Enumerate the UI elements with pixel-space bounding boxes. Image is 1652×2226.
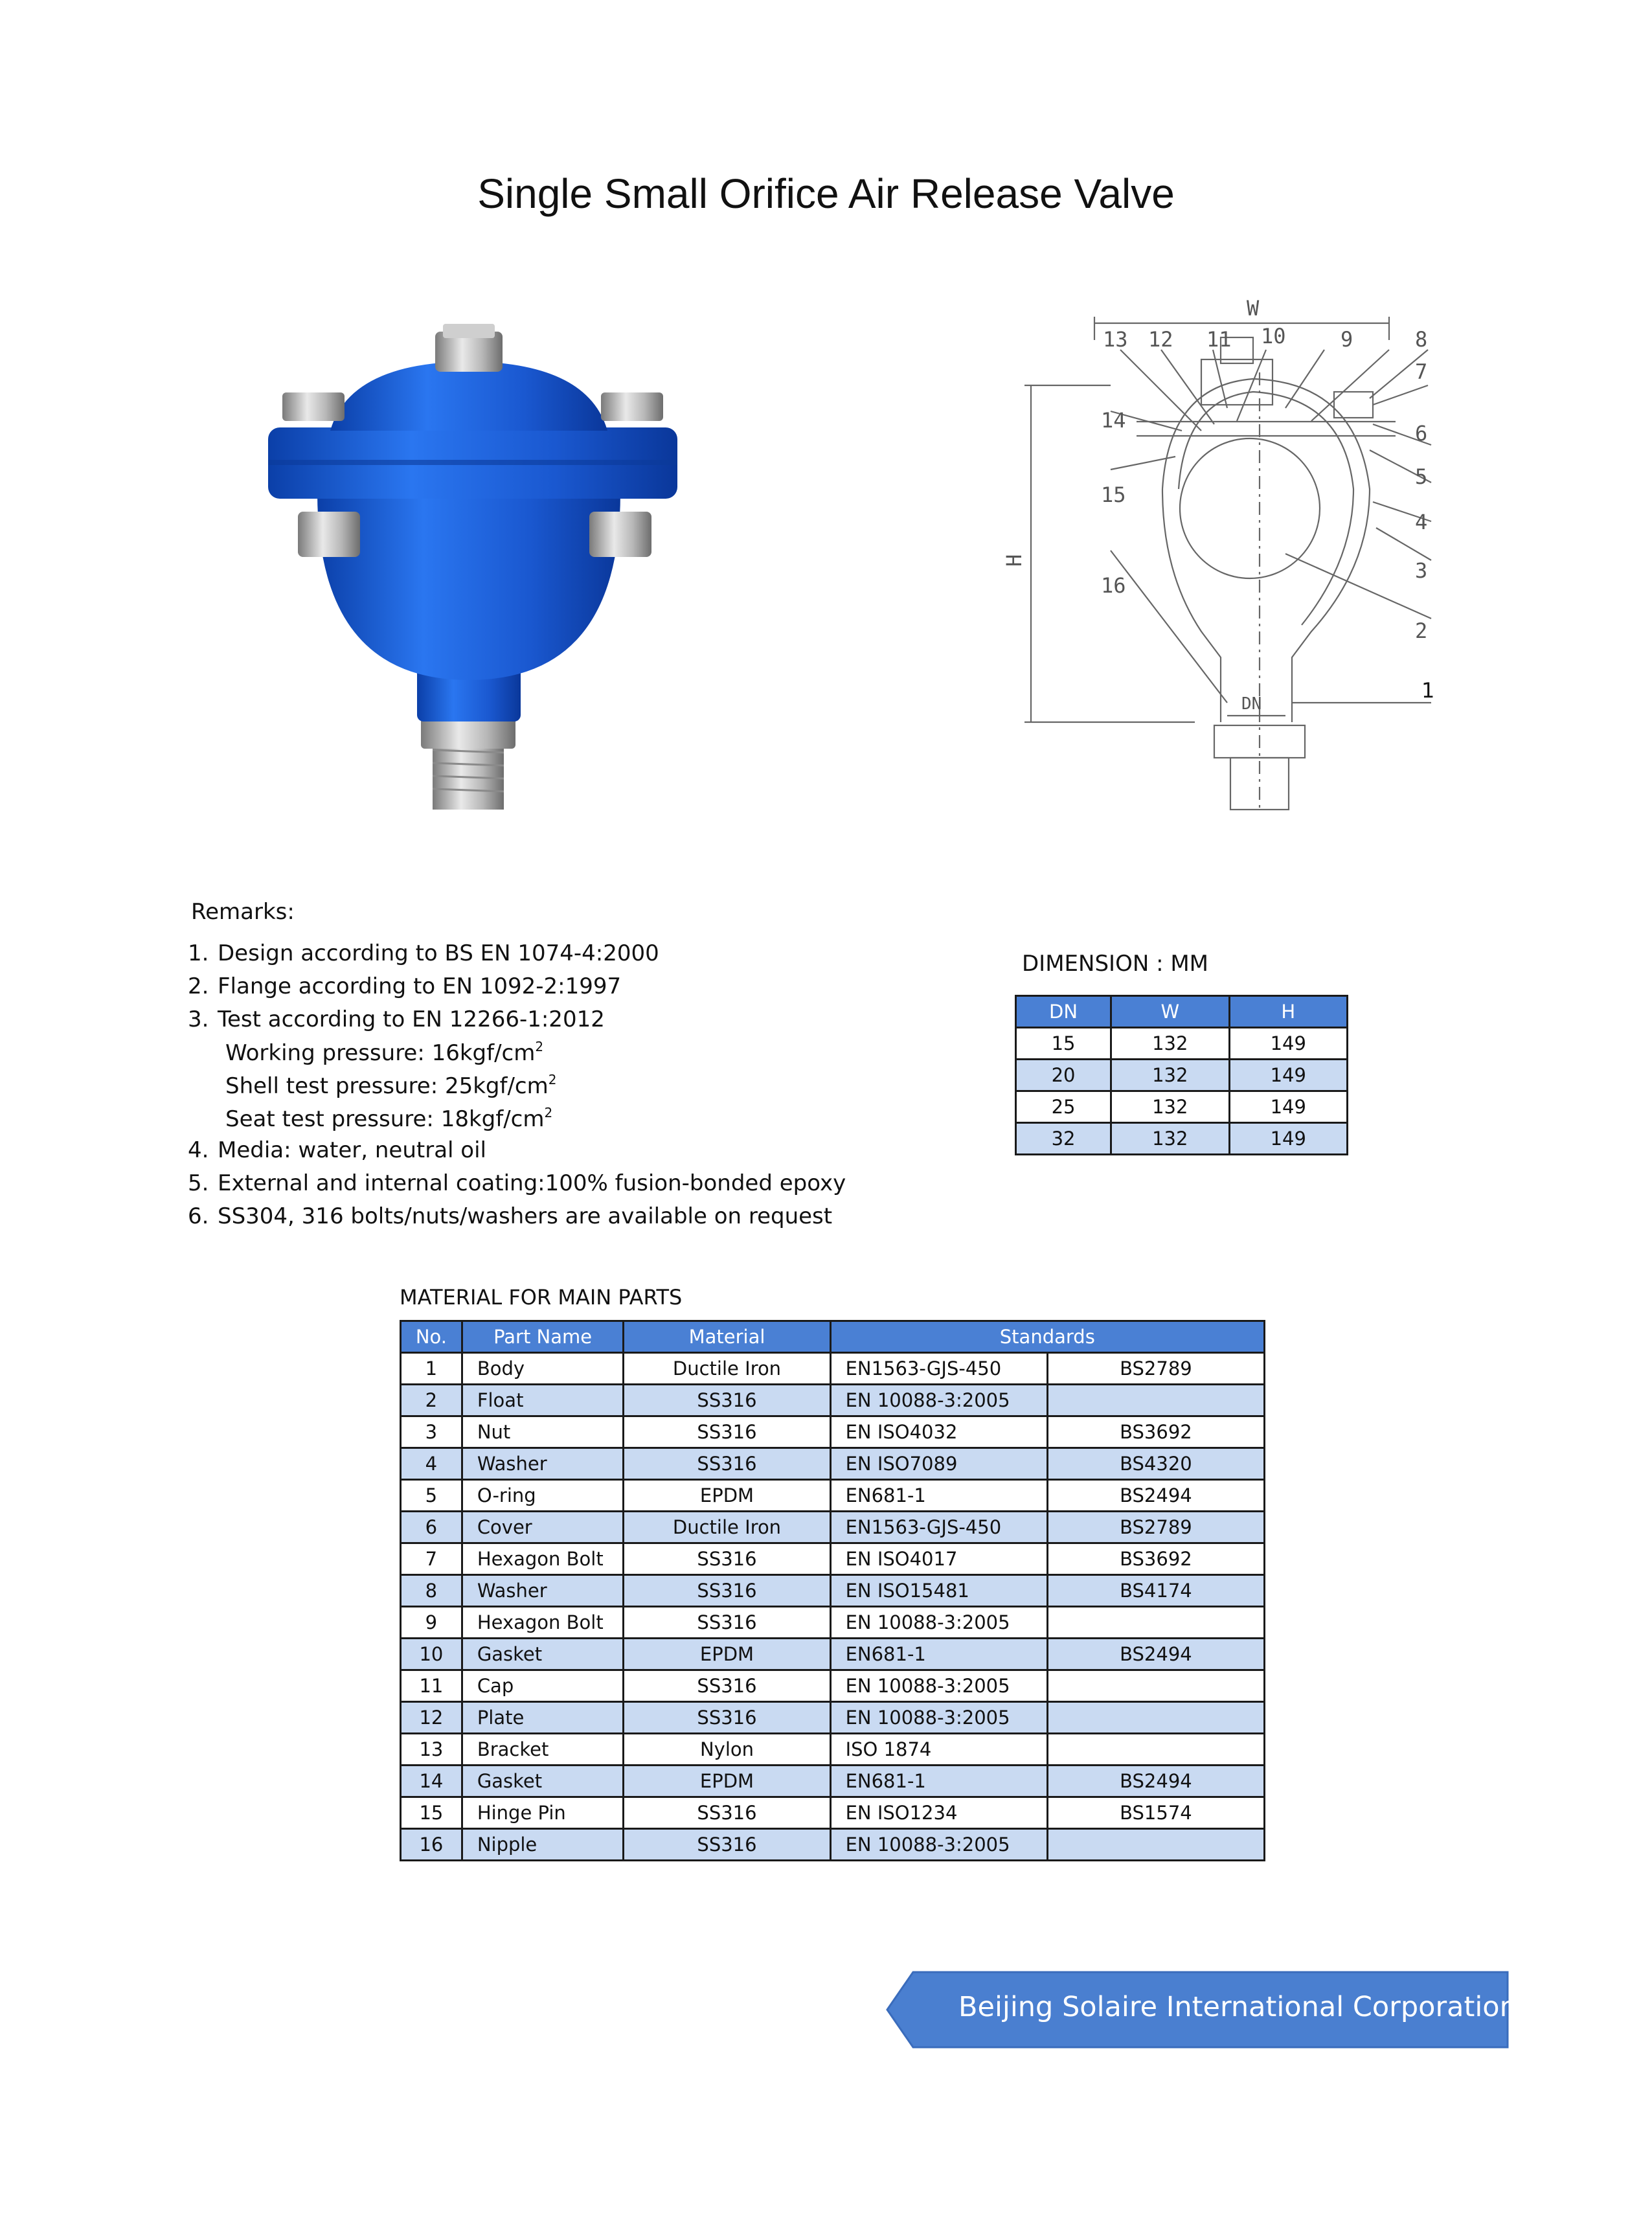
dimension-table [1015, 995, 1348, 1155]
table-row [1016, 1123, 1348, 1155]
table-cell: 149 [1229, 1028, 1347, 1060]
table-cell: 8 [401, 1575, 462, 1607]
page-title: Single Small Orifice Air Release Valve [477, 170, 1175, 217]
drawing-label-8: 8 [1415, 327, 1428, 352]
table-cell: EN 10088-3:2005 [830, 1829, 1047, 1861]
table-cell: Cap [462, 1670, 624, 1702]
table-cell: Hinge Pin [462, 1797, 624, 1829]
table-cell: 15 [401, 1797, 462, 1829]
drawing-dim-dn: DN [1241, 694, 1262, 714]
table-cell: SS316 [624, 1543, 830, 1575]
table-cell: EN681-1 [830, 1480, 1047, 1512]
table-cell: 20 [1016, 1060, 1111, 1091]
remark-item: 5. External and internal coating:100% fusion-bonded epoxy [188, 1170, 846, 1196]
column-header: No. [401, 1321, 462, 1353]
remark-item: 1. Design according to BS EN 1074-4:2000 [188, 940, 659, 966]
table-row [401, 1766, 1265, 1797]
table-cell [1047, 1829, 1264, 1861]
table-cell: 132 [1111, 1091, 1229, 1123]
materials-table [400, 1320, 1265, 1861]
drawing-label-4: 4 [1415, 510, 1428, 534]
drawing-label-13: 13 [1103, 327, 1128, 352]
table-cell: 7 [401, 1543, 462, 1575]
table-cell [1047, 1670, 1264, 1702]
table-cell: SS316 [624, 1385, 830, 1416]
table-cell: SS316 [624, 1448, 830, 1480]
drawing-label-14: 14 [1101, 408, 1126, 433]
table-cell: EPDM [624, 1766, 830, 1797]
table-cell: BS2494 [1047, 1766, 1264, 1797]
table-row [401, 1639, 1265, 1670]
table-header-row [1016, 996, 1348, 1028]
table-cell: 11 [401, 1670, 462, 1702]
table-cell: EN ISO4032 [830, 1416, 1047, 1448]
table-cell: 14 [401, 1766, 462, 1797]
drawing-label-6: 6 [1415, 421, 1428, 446]
table-row [401, 1480, 1265, 1512]
remark-sub-item: Working pressure: $16kgf/cm^2$ [225, 1039, 544, 1066]
table-row [401, 1353, 1265, 1385]
table-cell: 15 [1016, 1028, 1111, 1060]
table-cell: EN1563-GJS-450 [830, 1353, 1047, 1385]
remark-item: 4. Media: water, neutral oil [188, 1137, 486, 1163]
table-cell: SS316 [624, 1607, 830, 1639]
dimension-title: DIMENSION : MM [1022, 951, 1209, 977]
table-header-row [401, 1321, 1265, 1353]
table-cell: 12 [401, 1702, 462, 1734]
table-cell: EPDM [624, 1480, 830, 1512]
table-cell: EN ISO7089 [830, 1448, 1047, 1480]
table-cell: Ductile Iron [624, 1353, 830, 1385]
table-cell: Nipple [462, 1829, 624, 1861]
table-cell: Cover [462, 1512, 624, 1543]
table-cell: EN ISO15481 [830, 1575, 1047, 1607]
table-cell: SS316 [624, 1797, 830, 1829]
drawing-label-11: 11 [1206, 327, 1232, 352]
table-cell: EN 10088-3:2005 [830, 1702, 1047, 1734]
remark-item: 2. Flange according to EN 1092-2:1997 [188, 973, 622, 999]
materials-title: MATERIAL FOR MAIN PARTS [400, 1285, 683, 1310]
table-cell: EN ISO4017 [830, 1543, 1047, 1575]
table-cell: 25 [1016, 1091, 1111, 1123]
table-row [401, 1543, 1265, 1575]
table-row [401, 1829, 1265, 1861]
table-cell: Float [462, 1385, 624, 1416]
table-cell: 32 [1016, 1123, 1111, 1155]
table-row [401, 1797, 1265, 1829]
column-header: W [1111, 996, 1229, 1028]
company-name: Beijing Solaire International Corporation [958, 1991, 1517, 2023]
table-cell [1047, 1702, 1264, 1734]
drawing-label-10: 10 [1261, 324, 1286, 348]
remark-sub-item: Shell test pressure: $25kgf/cm^2$ [225, 1072, 557, 1099]
table-cell: Ductile Iron [624, 1512, 830, 1543]
table-cell: SS316 [624, 1702, 830, 1734]
table-cell: EN 10088-3:2005 [830, 1670, 1047, 1702]
column-header: Standards [830, 1321, 1264, 1353]
valve-product-photo [259, 317, 686, 848]
table-cell: EN681-1 [830, 1766, 1047, 1797]
table-cell: EN 10088-3:2005 [830, 1607, 1047, 1639]
drawing-label-12: 12 [1148, 327, 1173, 352]
table-cell: 16 [401, 1829, 462, 1861]
drawing-label-1: 1 [1421, 678, 1435, 703]
remarks-title: Remarks: [191, 899, 295, 925]
table-cell: EN ISO1234 [830, 1797, 1047, 1829]
table-cell: 6 [401, 1512, 462, 1543]
table-row [1016, 1060, 1348, 1091]
drawing-dim-w: W [1247, 296, 1260, 321]
table-cell: Nylon [624, 1734, 830, 1766]
table-row [1016, 1028, 1348, 1060]
table-row [401, 1448, 1265, 1480]
table-cell: 132 [1111, 1123, 1229, 1155]
column-header: DN [1016, 996, 1111, 1028]
table-row [401, 1416, 1265, 1448]
table-cell [1047, 1385, 1264, 1416]
valve-section-drawing [1002, 295, 1447, 813]
table-cell: 132 [1111, 1028, 1229, 1060]
table-cell: EPDM [624, 1639, 830, 1670]
table-cell: EN1563-GJS-450 [830, 1512, 1047, 1543]
drawing-label-5: 5 [1415, 464, 1428, 489]
table-cell: Washer [462, 1448, 624, 1480]
table-cell: 149 [1229, 1060, 1347, 1091]
table-cell: 149 [1229, 1091, 1347, 1123]
table-row [401, 1607, 1265, 1639]
table-cell: BS2494 [1047, 1639, 1264, 1670]
drawing-label-7: 7 [1415, 359, 1428, 384]
table-cell: BS2789 [1047, 1512, 1264, 1543]
materials-table-body [401, 1353, 1265, 1861]
table-cell: 13 [401, 1734, 462, 1766]
remark-item: 6. SS304, 316 bolts/nuts/washers are available on request [188, 1203, 833, 1229]
table-cell: Hexagon Bolt [462, 1607, 624, 1639]
remark-item: 3. Test according to EN 12266-1:2012 [188, 1006, 605, 1032]
table-cell: 2 [401, 1385, 462, 1416]
table-cell: Washer [462, 1575, 624, 1607]
table-cell [1047, 1734, 1264, 1766]
table-cell: BS4174 [1047, 1575, 1264, 1607]
table-cell: ISO 1874 [830, 1734, 1047, 1766]
table-row [401, 1670, 1265, 1702]
table-cell: BS1574 [1047, 1797, 1264, 1829]
table-cell: SS316 [624, 1829, 830, 1861]
remark-sub-item: Seat test pressure: $18kgf/cm^2$ [225, 1105, 553, 1132]
table-cell: BS3692 [1047, 1543, 1264, 1575]
table-cell: SS316 [624, 1575, 830, 1607]
table-cell: 10 [401, 1639, 462, 1670]
table-cell: SS316 [624, 1416, 830, 1448]
table-cell: BS4320 [1047, 1448, 1264, 1480]
table-cell: EN681-1 [830, 1639, 1047, 1670]
table-row [401, 1575, 1265, 1607]
table-cell: Nut [462, 1416, 624, 1448]
column-header: H [1229, 996, 1347, 1028]
table-row [401, 1702, 1265, 1734]
drawing-label-2: 2 [1415, 619, 1428, 643]
table-cell: Bracket [462, 1734, 624, 1766]
table-cell [1047, 1607, 1264, 1639]
table-cell: Body [462, 1353, 624, 1385]
drawing-label-3: 3 [1415, 558, 1428, 583]
table-cell: BS2789 [1047, 1353, 1264, 1385]
column-header: Part Name [462, 1321, 624, 1353]
table-cell: Hexagon Bolt [462, 1543, 624, 1575]
table-cell: 3 [401, 1416, 462, 1448]
table-cell: Gasket [462, 1766, 624, 1797]
table-row [401, 1734, 1265, 1766]
column-header: Material [624, 1321, 830, 1353]
drawing-dim-h: H [1002, 554, 1026, 567]
table-cell: O-ring [462, 1480, 624, 1512]
drawing-label-9: 9 [1341, 327, 1353, 352]
table-cell: EN 10088-3:2005 [830, 1385, 1047, 1416]
table-cell: 132 [1111, 1060, 1229, 1091]
table-cell: 9 [401, 1607, 462, 1639]
table-cell: 4 [401, 1448, 462, 1480]
table-row [1016, 1091, 1348, 1123]
table-cell: SS316 [624, 1670, 830, 1702]
table-row [401, 1385, 1265, 1416]
table-cell: 149 [1229, 1123, 1347, 1155]
drawing-label-15: 15 [1101, 483, 1126, 507]
table-row [401, 1512, 1265, 1543]
table-cell: BS3692 [1047, 1416, 1264, 1448]
drawing-label-16: 16 [1101, 573, 1126, 598]
table-cell: BS2494 [1047, 1480, 1264, 1512]
table-cell: Plate [462, 1702, 624, 1734]
table-cell: Gasket [462, 1639, 624, 1670]
table-cell: 1 [401, 1353, 462, 1385]
table-cell: 5 [401, 1480, 462, 1512]
